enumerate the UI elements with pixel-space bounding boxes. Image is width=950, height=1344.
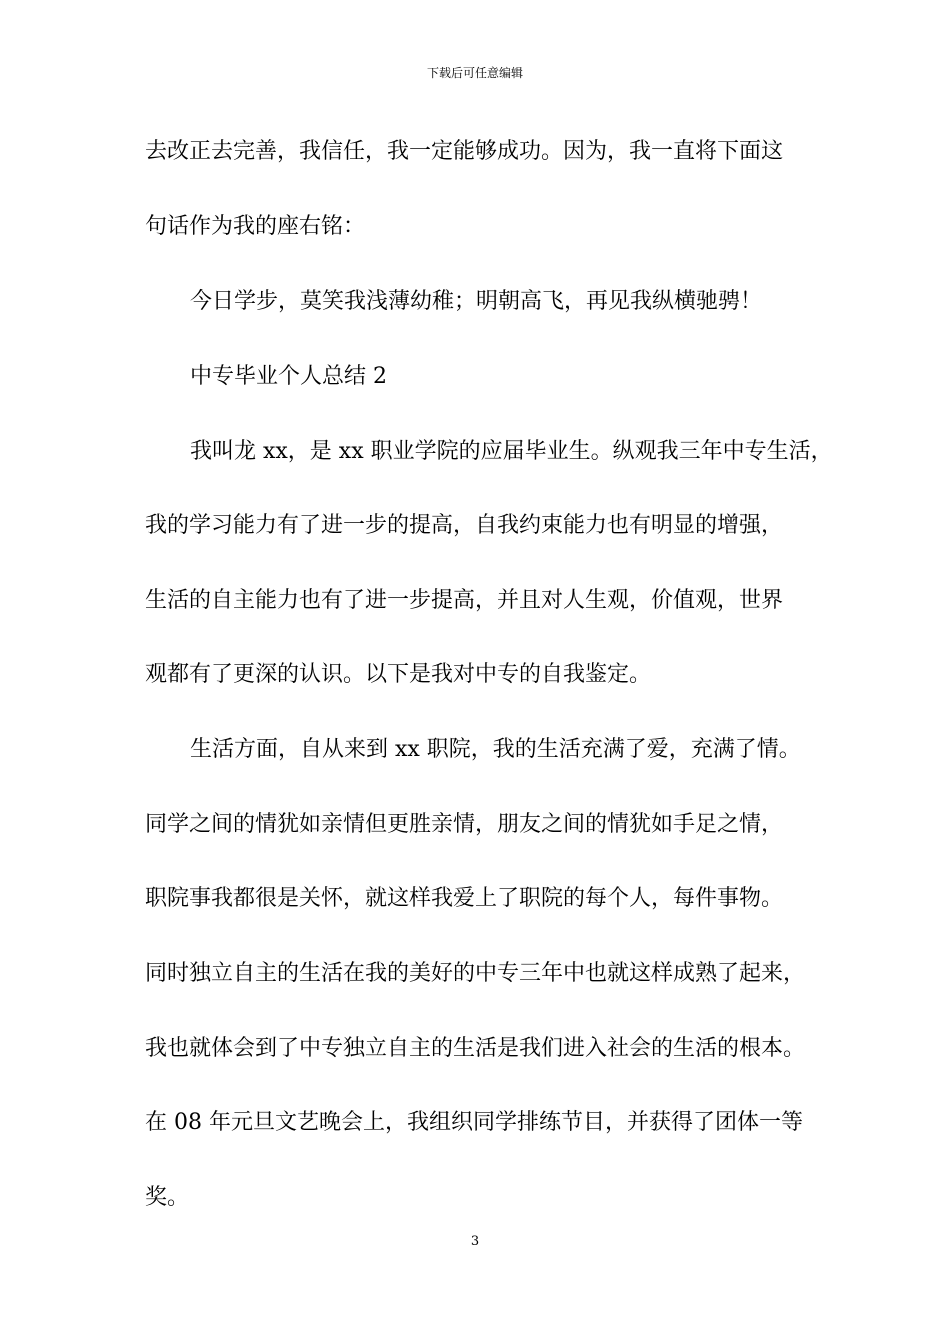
page-header: 下载后可任意编辑: [426, 66, 523, 80]
body-line: 职院事我都很是关怀，就这样我爱上了职院的每个人，每件事物。: [145, 886, 784, 911]
body-line: 同学之间的情犹如亲情但更胜亲情，朋友之间的情犹如手足之情，: [145, 812, 784, 837]
body-line: 去改正去完善，我信任，我一定能够成功。因为，我一直将下面这: [145, 139, 784, 164]
body-line: 生活的自主能力也有了进一步提高，并且对人生观，价值观，世界: [145, 588, 784, 613]
section-heading: 中专毕业个人总结 2: [190, 364, 387, 389]
body-line: 句话作为我的座右铭：: [145, 214, 366, 239]
body-line: 我叫龙 xx，是 xx 职业学院的应届毕业生。纵观我三年中专生活，: [190, 439, 833, 464]
body-line: 我的学习能力有了进一步的提高，自我约束能力也有明显的增强，: [145, 513, 784, 538]
body-line: 生活方面，自从来到 xx 职院，我的生活充满了爱，充满了情。: [190, 737, 801, 762]
body-line: 今日学步，莫笑我浅薄幼稚；明朝高飞，再见我纵横驰骋！: [190, 289, 763, 314]
page-number: 3: [470, 1234, 480, 1249]
body-line: 奖。: [145, 1185, 190, 1210]
body-line: 观都有了更深的认识。以下是我对中专的自我鉴定。: [145, 662, 652, 687]
body-line: 在 08 年元旦文艺晚会上，我组织同学排练节目，并获得了团体一等: [145, 1110, 803, 1135]
body-line: 同时独立自主的生活在我的美好的中专三年中也就这样成熟了起来，: [145, 961, 806, 986]
body-line: 我也就体会到了中专独立自主的生活是我们进入社会的生活的根本。: [145, 1036, 806, 1061]
